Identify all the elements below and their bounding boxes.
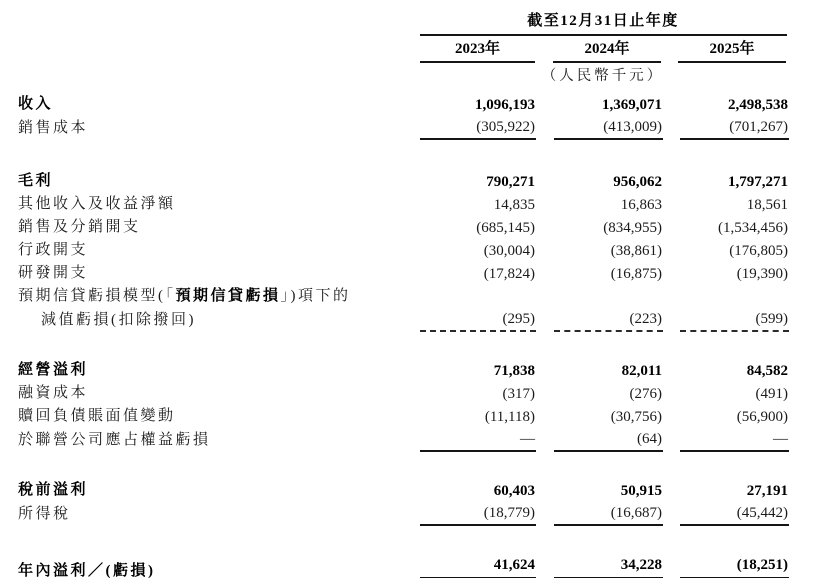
value-cell: 16,863 — [620, 197, 662, 213]
period-header-row — [18, 10, 787, 36]
value-cell: (56,900) — [736, 409, 788, 425]
value-cell: (11,118) — [484, 409, 535, 425]
table-row — [18, 262, 787, 285]
label-column-spacer — [18, 83, 420, 87]
value-cell: — — [420, 428, 536, 452]
value-cell: (16,687) — [554, 502, 663, 526]
table-row — [18, 170, 787, 193]
value-cell: (45,442) — [680, 502, 789, 526]
table-row — [18, 308, 787, 332]
value-cell: (38,861) — [610, 243, 662, 259]
table-row — [18, 405, 787, 428]
value-cell: (276) — [629, 386, 662, 402]
table-row — [18, 239, 787, 262]
row-label: 減值虧損(扣除撥回) — [41, 312, 196, 328]
row-label: 銷售成本 — [18, 120, 89, 136]
table-row — [18, 382, 787, 405]
table-body — [18, 93, 787, 578]
row-label: 行政開支 — [18, 242, 89, 258]
value-cell: (317) — [502, 386, 535, 402]
row-label: 年內溢利／(虧損) — [18, 563, 156, 578]
period-header: 截至12月31日止年度 — [420, 10, 787, 36]
row-label: 所得稅 — [18, 506, 71, 522]
row-label: 銷售及分銷開支 — [18, 219, 141, 235]
value-cell: (701,267) — [680, 116, 789, 140]
value-cell: 71,838 — [493, 363, 535, 379]
value-cell: 34,228 — [554, 554, 663, 578]
row-label: 於聯營公司應占權益虧損 — [18, 432, 211, 448]
value-cell: 1,797,271 — [728, 174, 788, 190]
value-cell: (30,756) — [610, 409, 662, 425]
row-label: 其他收入及收益淨額 — [18, 196, 176, 212]
table-row — [18, 285, 787, 308]
column-header-2024: 2024年 — [553, 36, 661, 63]
value-cell: (413,009) — [554, 116, 663, 140]
row-label: 毛利 — [18, 173, 54, 189]
table-row — [18, 428, 787, 452]
column-header-2025: 2025年 — [678, 36, 786, 63]
table-row — [18, 502, 787, 526]
value-cell: 41,624 — [420, 554, 536, 578]
value-cell: 790,271 — [486, 174, 535, 190]
column-header-2023: 2023年 — [420, 36, 535, 63]
table-row — [18, 554, 787, 578]
table-row — [18, 479, 787, 502]
currency-unit-note: （人民幣千元） — [541, 68, 665, 84]
value-cell: (223) — [554, 308, 663, 332]
value-cell: (1,534,456) — [718, 220, 788, 236]
value-cell: 60,403 — [493, 483, 535, 499]
table-row — [18, 193, 787, 216]
row-label: 贖回負債賬面值變動 — [18, 408, 176, 424]
table-row — [18, 93, 787, 116]
value-cell: (834,955) — [603, 220, 662, 236]
section-spacer — [18, 526, 787, 554]
section-spacer — [18, 140, 787, 170]
value-cell: — — [680, 428, 789, 452]
value-cell: 2,498,538 — [728, 97, 788, 113]
value-cell: (491) — [755, 386, 788, 402]
value-cell: (18,779) — [420, 502, 536, 526]
value-cell: (17,824) — [483, 266, 535, 282]
value-cell: (16,875) — [610, 266, 662, 282]
unit-note-row — [18, 63, 787, 87]
section-spacer — [18, 332, 787, 359]
table-row — [18, 116, 787, 140]
table-row — [18, 359, 787, 382]
value-cell: 84,582 — [746, 363, 788, 379]
value-cell: (64) — [554, 428, 663, 452]
row-label: 稅前溢利 — [18, 482, 89, 498]
row-label: 研發開支 — [18, 265, 89, 281]
value-cell: (19,390) — [736, 266, 788, 282]
value-cell: 1,096,193 — [475, 97, 535, 113]
row-label: 預期信貸虧損模型(「預期信貸虧損」)項下的 — [18, 288, 351, 304]
value-cell: 14,835 — [493, 197, 535, 213]
row-label: 經營溢利 — [18, 362, 89, 378]
value-cell: (599) — [680, 308, 789, 332]
value-cell: (685,145) — [476, 220, 535, 236]
section-spacer — [18, 452, 787, 479]
value-cell: (30,004) — [483, 243, 535, 259]
value-cell: (18,251) — [680, 554, 789, 578]
value-cell: 956,062 — [613, 174, 662, 190]
value-cell: (176,805) — [729, 243, 788, 259]
value-cell: (305,922) — [420, 116, 536, 140]
value-cell: 82,011 — [621, 363, 662, 379]
value-cell: 18,561 — [746, 197, 788, 213]
row-label: 融資成本 — [18, 385, 89, 401]
value-cell: 50,915 — [620, 483, 662, 499]
value-cell: (295) — [420, 308, 536, 332]
year-header-row — [18, 36, 787, 63]
table-row — [18, 216, 787, 239]
income-statement-table — [18, 10, 787, 578]
row-label: 收入 — [18, 96, 54, 112]
value-cell: 1,369,071 — [602, 97, 662, 113]
label-column-spacer — [18, 59, 420, 63]
label-column-spacer — [18, 32, 420, 36]
value-cell: 27,191 — [746, 483, 788, 499]
